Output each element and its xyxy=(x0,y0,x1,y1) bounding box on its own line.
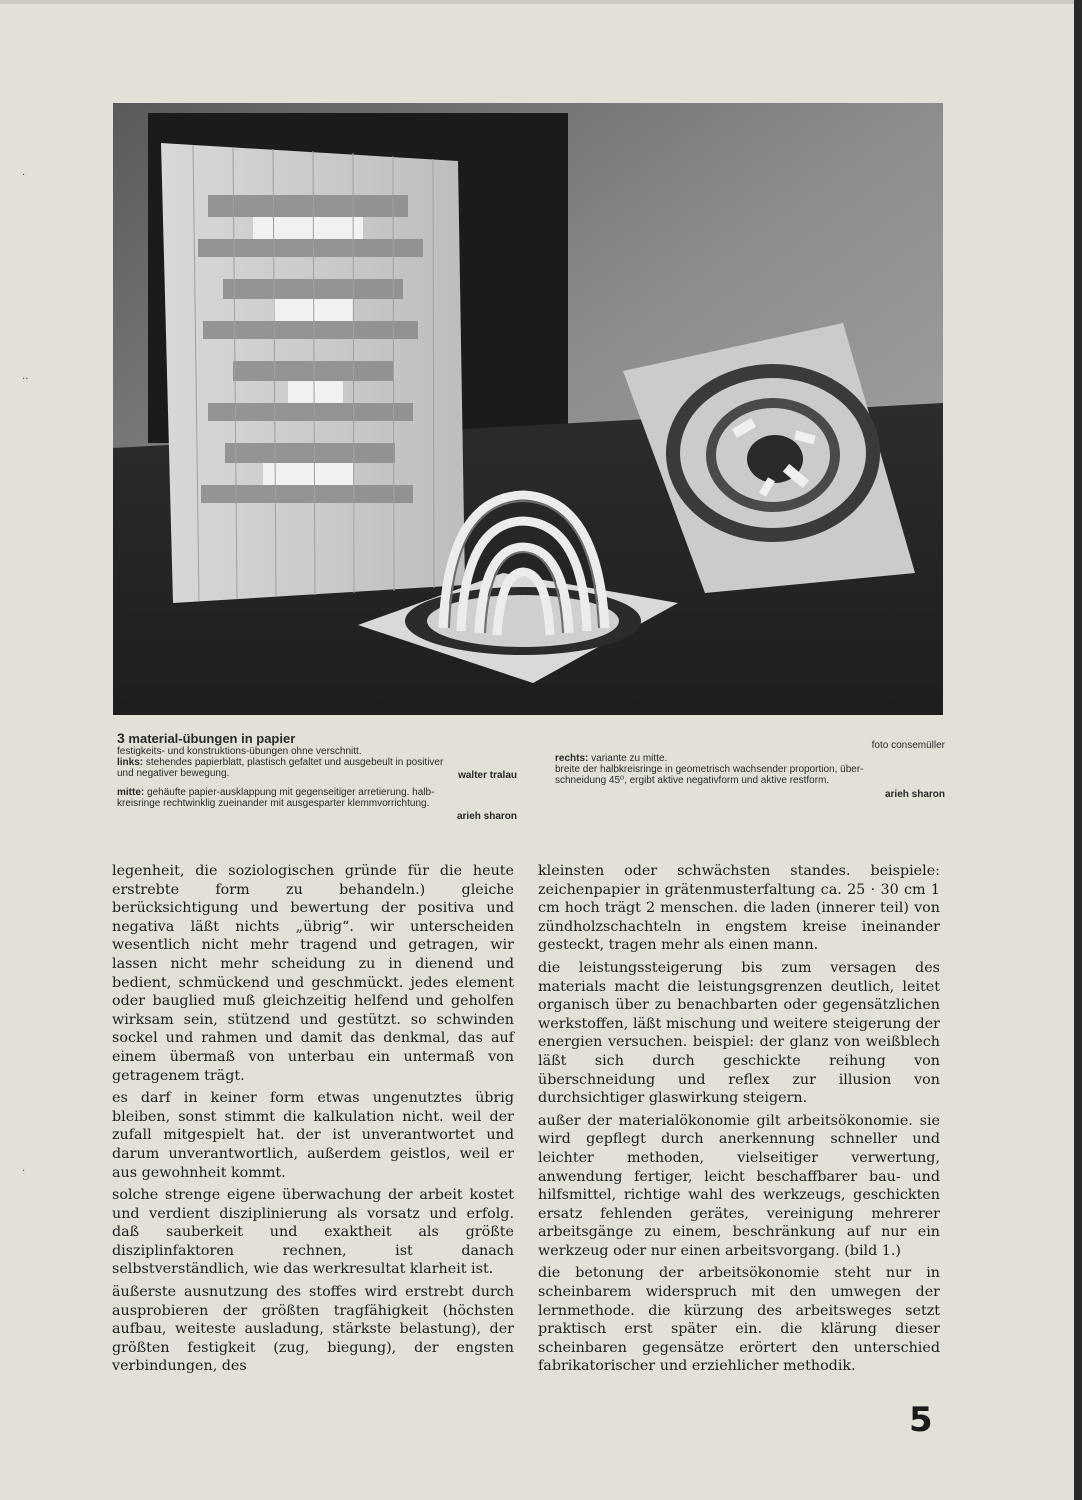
page-number: 5 xyxy=(909,1400,933,1440)
paragraph: die leistungssteigerung bis zum versagen des materials macht die leistungsgrenzen deutlich, leitet organisch über zu benachbarten oder gegensätzlichen werkstoffen, läßt mischung und weitere steigerung der energien versuchen. beispiel: der glanz von weißblech läßt sich durch geschickte reihung von überschneidung und reflex zur illusion von durchsichtiger glaswirkung steigern. xyxy=(538,959,940,1107)
body-right-column xyxy=(538,862,940,1380)
caption-title xyxy=(117,731,517,746)
paragraph: legenheit, die soziologischen gründe für die heute erstrebte form zu behandeln.) gleiche berücksichtigung und bewertung der positiva und negativa läßt nichts „übrig“. wir unterscheiden wesentlich nicht mehr tragend und getragen, wir lassen nicht mehr scheidung zu in dienend und bedient, schmückend und geschmückt. jedes element oder bauglied muß gleichzeitig helfend und geholfen wirksam sein, stützend und gestützt. so schwinden sockel und rahmen und damit das denkmal, das auf einem übermaß von unterbau ein untermaß von getragenem trägt. xyxy=(112,863,514,1084)
caption-right xyxy=(555,753,945,764)
figure-photo xyxy=(113,103,943,715)
paragraph: es darf in keiner form etwas ungenutztes übrig bleiben, sonst stimmt die kalkulation nicht. weil der zufall mitgespielt hat. der ist unverantwortet und darum unverantwortlich, außerdem geistlos, weil er aus gewohnheit kommt. xyxy=(112,1090,514,1181)
caption-left-text2: und negativer bewegung. xyxy=(117,768,230,779)
page-right-edge xyxy=(1074,0,1082,1500)
figure-caption-right xyxy=(555,740,945,800)
caption-right-text1: variante zu mitte. xyxy=(591,753,668,764)
caption-left-label: links: xyxy=(117,757,144,768)
caption-right-text3: schneidung 45⁰, ergibt aktive negativform und aktive restform. xyxy=(555,775,830,786)
binding-mark: · xyxy=(22,170,26,181)
caption-middle-text2: kreisringe rechtwinklig zueinander mit ausgesparter klemmvorrichtung. xyxy=(117,798,430,809)
caption-left-text1: stehendes papierblatt, plastisch gefaltet und ausgebeult in positiver xyxy=(145,757,444,768)
caption-right-text2: breite der halbkreisringe in geometrisch wachsender proportion, über- xyxy=(555,764,864,775)
page-top-edge xyxy=(0,0,1082,4)
paragraph: außer der materialökonomie gilt arbeitsökonomie. sie wird gepflegt durch anerkennung schneller und leichter methoden, vielseitiger verwertung, anwendung fertiger, leicht beschaffbarer bau- und hilfsmittel, richtige wahl des werkzeugs, geschickten ersatz fehlenden gerätes, vereinigung mehrerer arbeitsgänge zu einem, beschränkung auf nur ein werkzeug oder nur einen arbeitsvorgang. (bild 1.) xyxy=(538,1112,940,1259)
photo-credit: foto consemüller xyxy=(871,740,945,751)
caption-middle-text1: gehäufte papier-ausklappung mit gegenseitiger arretierung. halb- xyxy=(147,787,435,798)
binding-mark: ·· xyxy=(22,374,29,385)
paragraph: solche strenge eigene überwachung der arbeit kostet und verdient disziplinierung als vorsatz und erfolg. daß sauberkeit und exaktheit als größte disziplinfaktoren rechnen, ist danach selbstverständlich, wie das werkresultat klarheit ist. xyxy=(112,1187,514,1278)
caption-left xyxy=(117,757,517,768)
caption-left-author: walter tralau xyxy=(458,770,517,781)
paragraph: kleinsten oder schwächsten standes. beispiele: zeichenpapier in grätenmusterfaltung ca. 25 · 30 cm 1 cm hoch trägt 2 menschen. die laden (innerer teil) von zündholzschachteln in engstem kreise ineinander gesteckt, tragen mehr als einen mann. xyxy=(538,863,940,954)
figure-number: 3 xyxy=(117,730,125,746)
caption-right-label: rechts: xyxy=(555,753,589,764)
caption-left-line2 xyxy=(117,768,517,779)
paragraph: die betonung der arbeitsökonomie steht nur in scheinbarem widerspruch mit den umwegen der lernmethode. die kürzung des arbeitsweges setzt praktisch erst später ein. die klärung dieser scheinbaren gegensätze erörtert den unterschied fabrikatorischer und erziehlicher methodik. xyxy=(538,1265,940,1375)
body-left-column xyxy=(112,862,514,1380)
paragraph: äußerste ausnutzung des stoffes wird erstrebt durch ausprobieren der größten tragfähigkeit (höchsten aufbau, weiteste ausladung, stärkste belastung), der größten festigkeit (zug, biegung), der engsten verbindungen, des xyxy=(112,1284,514,1375)
caption-middle-label: mitte: xyxy=(117,787,145,798)
caption-middle xyxy=(117,787,517,798)
caption-subtitle: festigkeits- und konstruktions-übungen ohne verschnitt. xyxy=(117,746,362,757)
figure-title: material-übungen in papier xyxy=(128,731,296,746)
caption-right-author: arieh sharon xyxy=(884,789,945,800)
binding-mark: · xyxy=(22,1166,26,1177)
caption-middle-author: arieh sharon xyxy=(456,811,517,822)
figure-caption xyxy=(117,731,517,822)
